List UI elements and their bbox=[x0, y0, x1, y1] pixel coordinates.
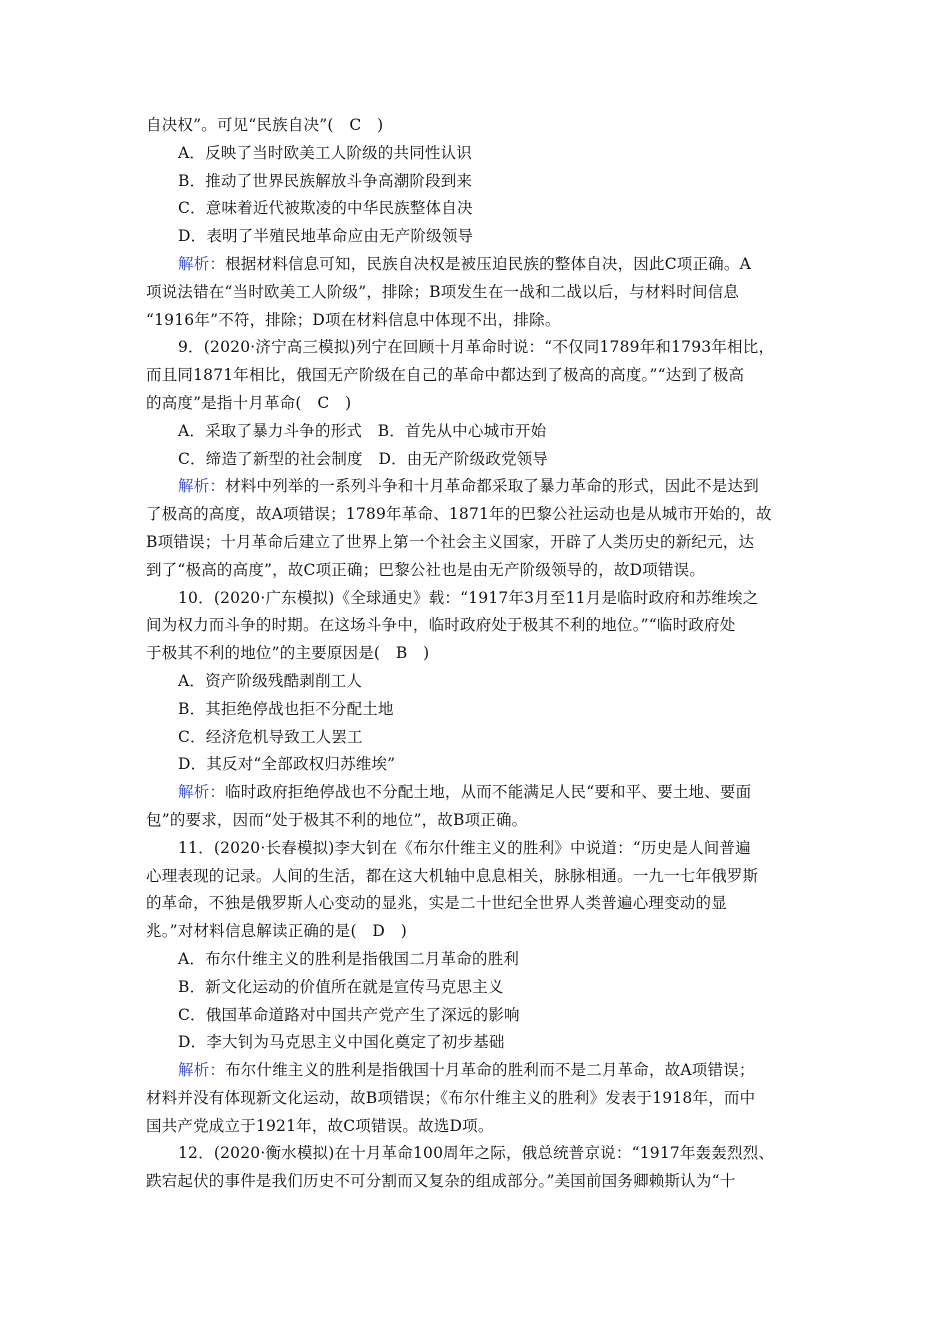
q11-option-d: D．李大钊为马克思主义中国化奠定了初步基础 bbox=[178, 1033, 505, 1052]
analysis-label: 解析： bbox=[178, 254, 226, 273]
q10-option-a: A．资产阶级残酷剥削工人 bbox=[178, 671, 363, 690]
q11-analysis-line-1: 解析：布尔什维主义的胜利是指俄国十月革命的胜利而不是二月革命，故A项错误； bbox=[178, 1061, 755, 1080]
q9-analysis-line-2: 了极高的高度，故A项错误；1789年革命、1871年的巴黎公社运动也是从城市开始的，故 bbox=[146, 505, 772, 524]
q11-stem-line-3: 的革命，不独是俄罗斯人心变动的显兆，实是二十世纪全世界人类普遍心理变动的显 bbox=[146, 894, 727, 913]
q10-stem-line-1: 10．(2020·广东模拟)《全球通史》载：“1917年3月至11月是临时政府和苏维埃之 bbox=[178, 588, 759, 607]
q11-stem-line-1: 11．(2020·长春模拟)李大钊在《布尔什维主义的胜利》中说道：“历史是人间普遍 bbox=[178, 838, 751, 857]
analysis-label: 解析： bbox=[178, 1061, 226, 1080]
q9-stem-line-2: 而且同1871年相比，俄国无产阶级在自己的革命中都达到了极高的高度。”“达到了极高 bbox=[146, 366, 745, 385]
analysis-label: 解析： bbox=[178, 477, 226, 496]
document-page bbox=[146, 112, 810, 1196]
q8-analysis-line-2: 项说法错在“当时欧美工人阶级”，排除；B项发生在一战和二战以后，与材料时间信息 bbox=[146, 282, 740, 301]
q11-analysis-line-3: 国共产党成立于1921年，故C项错误。故选D项。 bbox=[146, 1116, 494, 1135]
q11-option-b: B．新文化运动的价值所在就是宣传马克思主义 bbox=[178, 977, 504, 996]
q8-stem-tail: 自决权”。可见“民族自决”( C ) bbox=[146, 116, 384, 134]
q12-stem-line-1: 12．(2020·衡水模拟)在十月革命100周年之际，俄总统普京说：“1917年轰轰烈烈、 bbox=[178, 1144, 775, 1163]
q8-option-c: C．意味着近代被欺凌的中华民族整体自决 bbox=[178, 199, 473, 218]
q9-stem-line-3: 的高度”是指十月革命( C ) bbox=[146, 393, 352, 412]
q8-option-b: B．推动了世界民族解放斗争高潮阶段到来 bbox=[178, 171, 473, 190]
q8-analysis-line-1: 解析：根据材料信息可知，民族自决权是被压迫民族的整体自决，因此C项正确。A bbox=[178, 254, 751, 273]
q9-analysis-line-1: 解析：材料中列举的一系列斗争和十月革命都采取了暴力革命的形式，因此不是达到 bbox=[178, 477, 759, 496]
q10-option-c: C．经济危机导致工人罢工 bbox=[178, 727, 363, 746]
q8-analysis-line-3: “1916年”不符，排除；D项在材料信息中体现不出，排除。 bbox=[146, 310, 561, 329]
q10-option-b: B．其拒绝停战也拒不分配土地 bbox=[178, 699, 394, 718]
q11-stem-line-2: 心理表现的记录。人间的生活，都在这大机轴中息息相关，脉脉相通。一九一七年俄罗斯 bbox=[146, 866, 759, 885]
q9-analysis-line-4: 到了“极高的高度”，故C项正确；巴黎公社也是由无产阶级领导的，故D项错误。 bbox=[146, 560, 706, 579]
q9-analysis-line-3: B项错误；十月革命后建立了世界上第一个社会主义国家，开辟了人类历史的新纪元，达 bbox=[146, 532, 755, 551]
q10-analysis-line-2: 包”的要求，因而“处于极其不利的地位”，故B项正确。 bbox=[146, 810, 528, 829]
analysis-label: 解析： bbox=[178, 783, 226, 802]
q9-options-cd: C．缔造了新型的社会制度 D．由无产阶级政党领导 bbox=[178, 449, 549, 468]
q11-stem-line-4: 兆。”对材料信息解读正确的是( D ) bbox=[146, 922, 407, 941]
q8-option-a: A．反映了当时欧美工人阶级的共同性认识 bbox=[178, 143, 472, 162]
q10-option-d: D．其反对“全部政权归苏维埃” bbox=[178, 755, 396, 774]
q8-option-d: D．表明了半殖民地革命应由无产阶级领导 bbox=[178, 227, 474, 246]
q11-analysis-line-2: 材料并没有体现新文化运动，故B项错误；《布尔什维主义的胜利》发表于1918年，而中 bbox=[146, 1088, 756, 1107]
q10-stem-line-3: 于极其不利的地位”的主要原因是( B ) bbox=[146, 644, 430, 663]
q9-options-ab: A．采取了暴力斗争的形式 B．首先从中心城市开始 bbox=[178, 421, 547, 440]
q12-stem-line-2: 跌宕起伏的事件是我们历史不可分割而又复杂的组成部分。”美国前国务卿赖斯认为“十 bbox=[146, 1172, 736, 1191]
q10-stem-line-2: 间为权力而斗争的时期。在这场斗争中，临时政府处于极其不利的地位。”“临时政府处 bbox=[146, 616, 736, 635]
q9-stem-line-1: 9．(2020·济宁高三模拟)列宁在回顾十月革命时说：“不仅同1789年和1793年相比， bbox=[178, 338, 775, 357]
q11-option-a: A．布尔什维主义的胜利是指俄国二月革命的胜利 bbox=[178, 949, 520, 968]
q11-option-c: C．俄国革命道路对中国共产党产生了深远的影响 bbox=[178, 1005, 520, 1024]
q10-analysis-line-1: 解析：临时政府拒绝停战也不分配土地，从而不能满足人民“要和平、要土地、要面 bbox=[178, 783, 752, 802]
